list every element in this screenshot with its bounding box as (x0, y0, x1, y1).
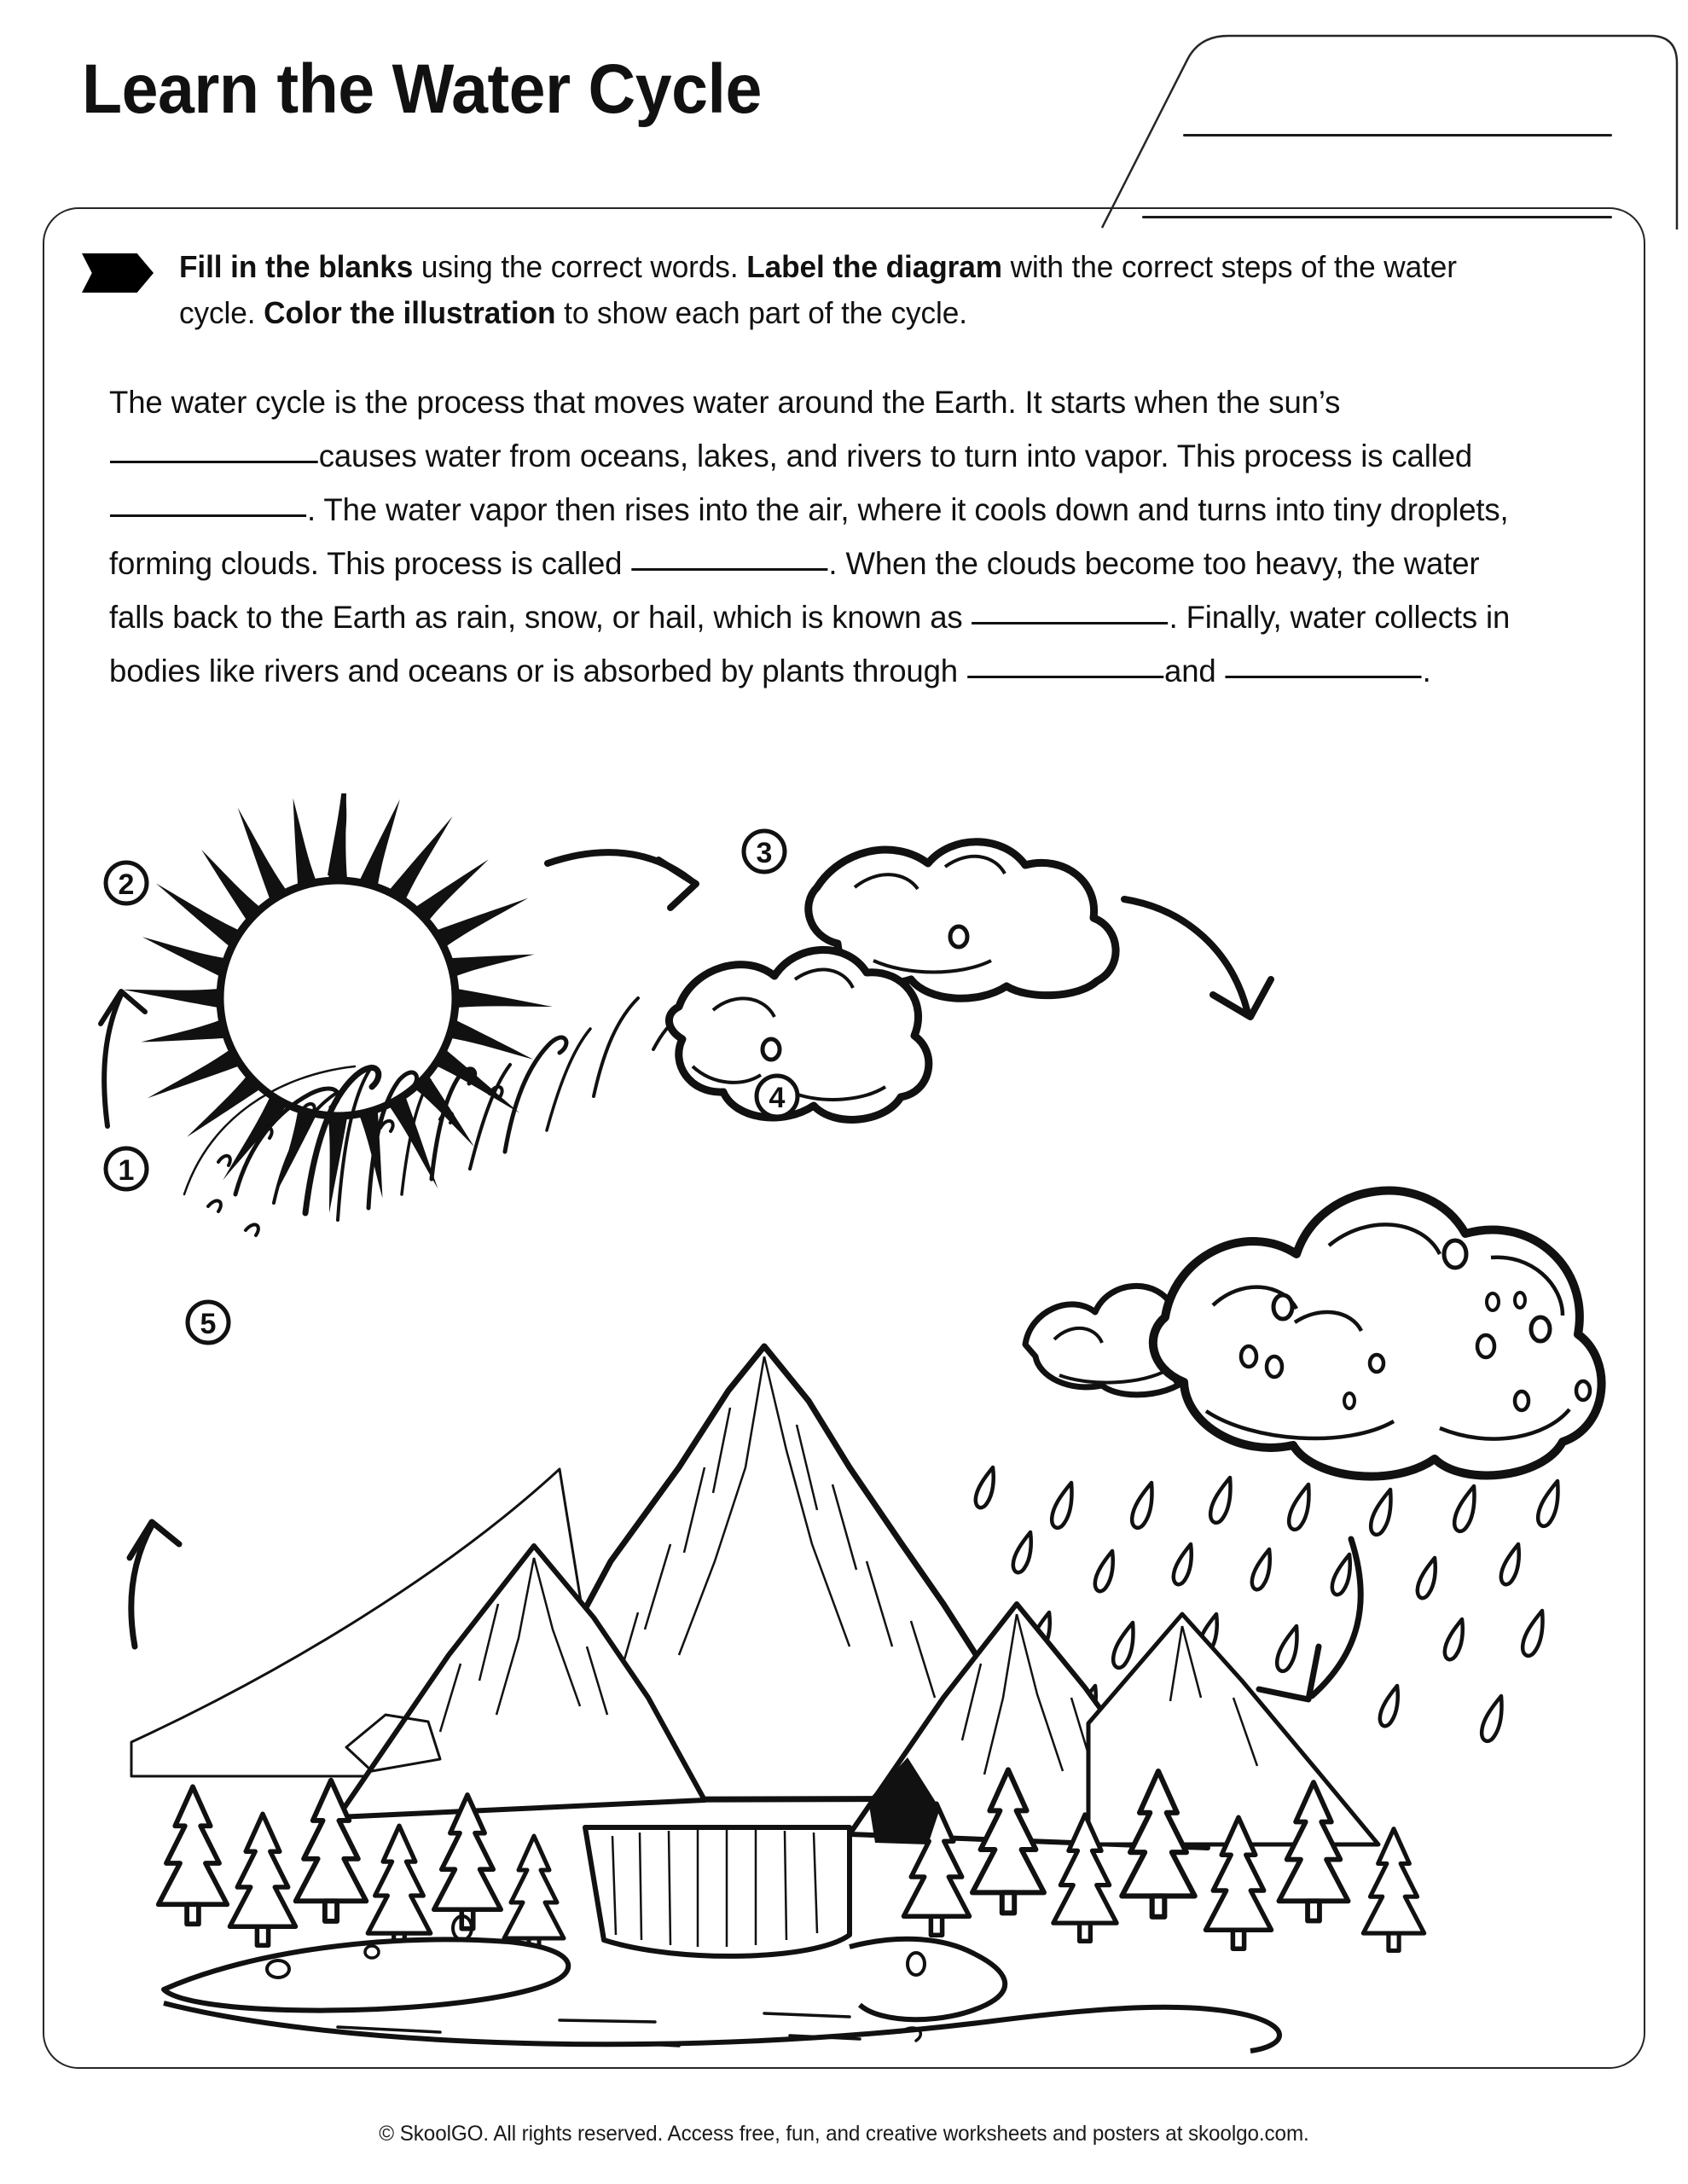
page-title: Learn the Water Cycle (82, 50, 762, 128)
instruction-plain-1: using the correct words. (413, 249, 747, 284)
diagram-marker-4-label: 4 (769, 1082, 786, 1114)
sun-illustration (123, 793, 553, 1213)
instruction-bold-3: Color the illustration (264, 294, 556, 330)
instruction-text (179, 244, 1526, 335)
cycle-arrow-up-left (101, 991, 145, 1126)
instruction-plain-2: with the correct steps of the water cycle. (179, 249, 1457, 330)
blank-1[interactable] (110, 461, 318, 463)
passage-text: The water cycle is the process that moves water around the Earth. It starts when the sun’s (109, 384, 1341, 420)
pennant-flag-icon (82, 253, 154, 293)
water-cycle-diagram (82, 793, 1617, 2056)
diagram-marker-3 (744, 831, 785, 872)
cycle-arrow-sun-to-cloud (548, 852, 696, 908)
blank-5[interactable] (967, 676, 1163, 678)
name-date-card (1100, 29, 1688, 229)
diagram-marker-5 (188, 1302, 229, 1343)
passage-text: . Finally, water collects in bodies like rivers and oceans or is absorbed by plants through (109, 599, 1511, 688)
blank-3[interactable] (631, 568, 827, 571)
diagram-marker-4 (757, 1076, 798, 1117)
cycle-arrow-rain-to-ground (1259, 1539, 1360, 1699)
instruction-bold-2: Label the diagram (746, 249, 1002, 284)
blank-2[interactable] (110, 514, 306, 517)
diagram-marker-1-label: 1 (118, 1154, 135, 1187)
blank-4[interactable] (972, 622, 1169, 624)
cycle-arrow-collection-up (130, 1522, 179, 1647)
cycle-arrow-cloud-to-raincloud (1124, 899, 1271, 1017)
diagram-marker-1 (106, 1148, 147, 1189)
instruction-row (82, 244, 1575, 335)
passage-paragraph (109, 375, 1531, 698)
diagram-marker-2 (106, 863, 147, 903)
instruction-bold-1: Fill in the blanks (179, 249, 414, 284)
passage-text: and (1164, 653, 1225, 688)
mountain-range-illustration (131, 1346, 1378, 1848)
rain-cloud-illustration (1025, 1191, 1602, 1477)
waterfall-illustration (585, 1827, 850, 1956)
diagram-marker-2-label: 2 (118, 868, 135, 901)
passage-text: . When the clouds become too heavy, the water falls back to the Earth as rain, snow, or hail, which is known as (109, 545, 1480, 635)
passage-text: . The water vapor then rises into the air, where it cools down and turns into tiny droplets, forming clouds. This process is called (109, 491, 1509, 581)
instruction-plain-3: to show each part of the cycle. (555, 294, 967, 330)
name-field-line[interactable] (1183, 134, 1612, 136)
footer-copyright: © SkoolGO. All rights reserved. Access free, fun, and creative worksheets and posters at skoolgo.com. (379, 2122, 1309, 2146)
passage-text: causes water from oceans, lakes, and rivers to turn into vapor. This process is called (318, 438, 1473, 473)
cloud-pair-illustration (669, 842, 1116, 1120)
diagram-marker-3-label: 3 (756, 837, 773, 869)
blank-6[interactable] (1226, 676, 1422, 678)
diagram-marker-5-label: 5 (200, 1308, 217, 1340)
passage-text: . (1422, 653, 1431, 688)
